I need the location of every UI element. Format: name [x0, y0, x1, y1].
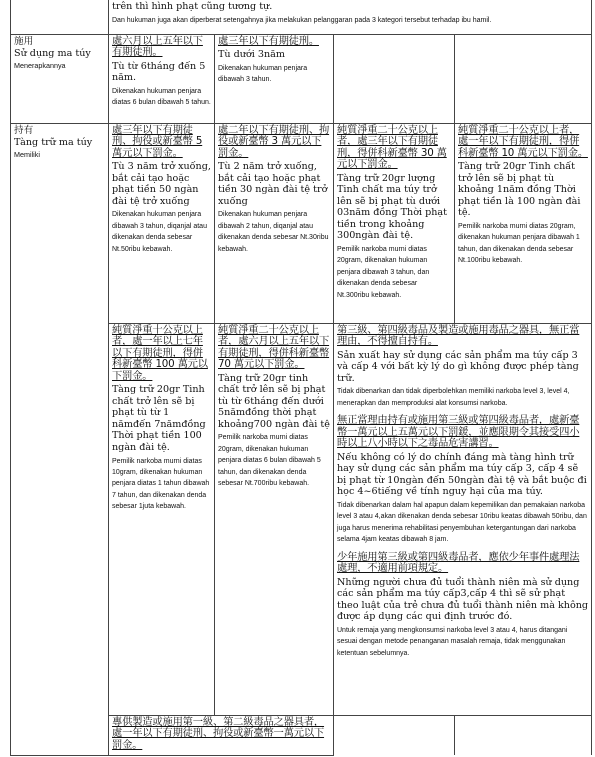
possess-level2-zh: 處二年以下有期徒刑、拘役或新臺幣 3 萬元以下罰金。 — [218, 123, 330, 159]
level34-p2-id: Tidak dibenarkan dalam hal apapun dalam kepemilikan dan pemakaian narkoba level 3 atau 4,akan dikenakan denda sebesar 10ribu keatas dibawah 50ribu, dan juga harus menerima rehabilitasi penyembuhan ketergantungan dari narkoba selama 4jam keatas dibawah 8 jam. — [337, 501, 587, 544]
possess-level1-cell — [109, 123, 215, 323]
top-note-id: Dan hukuman juga akan diperberat setengahnya jika melakukan pelanggaran pada 3 kategori tersebut terhadap ibu hamil. — [112, 16, 492, 24]
possess-weight-level2-cell — [215, 323, 334, 715]
possess-label-id: Memiliki — [14, 149, 40, 159]
level34-p3-vn: Những người chưa đủ tuổi thành niên mà sử dụng các sản phẩm ma túy cấp3,cấp 4 thì sẽ sử phạt theo luật của trẻ chưa đủ tuổi thành niên mà không được áp dụng các qui định trước đó. — [337, 576, 589, 623]
possess-level3-vn: Tàng trữ 20gr lượng Tinh chất ma túy trở lên sẽ bị phạt tù dưới 03năm đồng Thời phạt tiền trong khoảng 300ngàn đài tệ. — [337, 172, 448, 242]
use-level1-cell — [109, 34, 215, 123]
possess-level4-id: Pemilik narkoba murni diatas 20gram, dikenakan hukuman penjara dibawah 1 tahun, dan dikenakan denda sebesar Nt.100ribu kebawah. — [458, 222, 580, 265]
use-row — [11, 34, 592, 123]
use-level2-id: Dikenakan hukuman penjara dibawah 3 tahun. — [218, 64, 308, 83]
possess-level3-id: Pemilik narkoba murni diatas 20gram, dikenakan hukuman penjara dibawah 3 tahun, dan dikenakan denda sebesar Nt.300ribu kebawah. — [337, 246, 430, 299]
use-label-vn: Sử dụng ma túy — [14, 47, 91, 59]
level34-p1-id: Tidak dibenarkan dan tidak diperbolehkan memiliki narkoba level 3, level 4, menerapkan dan memproduksi alat konsumsi narkoba. — [337, 388, 570, 407]
use-level1-vn: Tù từ 6tháng đến 5 năm. — [112, 60, 206, 84]
possess-label-cell — [11, 123, 109, 755]
possess-label-vn: Tàng trữ ma túy — [14, 136, 93, 148]
possess-level1-vn: Tù 3 năm trở xuống, bắt cải tạo hoặc phạt tiền 50 ngàn đài tệ trở xuống — [112, 161, 211, 207]
possess-level4-zh: 純質淨重二十公克以上者，處一年以下有期徒刑，得併科新臺幣 10 萬元以下罰金。 — [458, 123, 588, 159]
level34-p3-id: Untuk remaja yang mengkonsumsi narkoba level 3 atau 4, harus ditangani sesuai dengan metode penanganan masalah remaja, tidak menggunakan ketentuan sebelumnya. — [337, 626, 568, 657]
use-level1-id: Dikenakan hukuman penjara diatas 6 bulan dibawah 5 tahun. — [112, 87, 211, 107]
possess-level1-id: Dikenakan hukuman penjara dibawah 3 tahun, diqanjal atau dikenakan denda sebesar Nt.50ribu kebawah. — [112, 211, 207, 253]
use-level2-cell — [215, 34, 334, 123]
level34-p1-vn: Sản xuất hay sử dụng các sản phẩm ma túy cấp 3 và cấp 4 với bất kỳ lý do gì không được phép tàng trữ. — [337, 349, 579, 384]
possess-level2-vn: Tù 2 năm trở xuống, bắt cải tạo hoặc phạt tiền 30 ngàn đài tệ trở xuống — [218, 161, 328, 207]
possess-weight-level1-vn: Tàng trữ 20gr Tinh chất trở lên sẽ bị phạt tù từ 1 nămđến 7nămđồng Thời phạt tiền 100 ngàn đài tệ. — [112, 384, 206, 453]
use-level2-zh: 處三年以下有期徒刑。 — [218, 34, 319, 47]
law-table-page — [10, 0, 591, 756]
use-level1-zh: 處六月以上五年以下有期徒刑。 — [112, 34, 203, 58]
possess-weight-level2-id: Pemilik narkoba murni diatas 20gram, dikenakan hukuman penjara diatas 6 bulan dibawah 5 tahun, dan dikenakan denda sebesar Nt.700ribu kebawah. — [218, 434, 321, 488]
top-note-row — [11, 0, 592, 34]
possess-level3-cell — [334, 123, 455, 323]
use-label-zh: 施用 — [14, 35, 34, 47]
possess-label-zh: 持有 — [14, 124, 34, 136]
top-note-vn: trên thì hình phạt cũng tương tự. — [112, 1, 273, 12]
possess-level34-cell — [334, 323, 592, 715]
level34-p1-zh: 第三級、第四級毒品及製造或施用毒品之器具，無正當理由，不得擅自持有。 — [337, 323, 580, 347]
possess-weight-level1-cell — [109, 323, 215, 715]
possess-level2-id: Dikenakan hukuman penjara dibawah 2 tahun, diqanjal atau dikenakan denda sebesar Nt.30ribu kebawah. — [218, 211, 329, 253]
use-level2-vn: Tù dưới 3năm — [218, 49, 285, 60]
possess-weight-level2-zh: 純質淨重二十公克以上者，處六月以上五年以下有期徒刑，得併科新臺幣 70 萬元以下罰金。 — [218, 323, 330, 370]
possess-level4-cell — [455, 123, 592, 323]
use-label-id: Menerapkannya — [14, 60, 66, 70]
level34-p2-vn: Nếu không có lý do chính đáng mà tàng hình trữ hay sử dụng các sản phẩm ma túy cấp 3, cấp 4 sẽ bị phạt từ 10ngàn đến 50ngàn đài tệ và bắt buộc đi học 4~6tiếng về tính nguy hại của ma túy. — [337, 451, 587, 498]
use-label-cell — [11, 34, 109, 123]
possess-weight-level2-vn: Tàng trữ 20gr tinh chất trở lên sẽ bị phạt tù từ 6tháng đến dưới 5nămđồng thời phạt khoảng700 ngàn đài tệ — [218, 372, 330, 430]
possess-level3-zh: 純質淨重二十公克以上者，處三年以下有期徒刑，得併科新臺幣 30 萬元以下罰金。 — [337, 123, 447, 170]
level34-p2-zh: 無正當理由持有或施用第三級或第四級毒品者，處新臺幣一萬元以上五萬元以下罰鍰，並應限期令其接受四小時以上八小時以下之毒品危害講習。 — [337, 414, 580, 450]
equipment-zh: 專供製造或施用第一級、第二級毒品之器具者，處一年以下有期徒刑、拘役或新臺幣一萬元以下罰金。 — [112, 715, 325, 751]
possess-level2-cell — [215, 123, 334, 323]
equipment-cell — [109, 715, 334, 755]
possess-weight-level1-zh: 純質淨重十公克以上者，處一年以上七年以下有期徒刑，得併科新臺幣 100 萬元以下罰金。 — [112, 323, 208, 382]
possess-level1-zh: 處三年以下有期徒刑、拘役或新臺幣 5 萬元以下罰金。 — [112, 123, 203, 159]
possess-weight-level1-id: Pemilik narkoba murni diatas 10gram, dikenakan hukuman penjara diatas 1 tahun dibawah 7 tahun, dan dikenakan denda sebesar 1juta kebawah. — [112, 457, 210, 511]
penalty-table — [10, 0, 592, 756]
possess-row — [11, 123, 592, 323]
possess-level4-vn: Tàng trữ 20gr Tinh chất trở lên sẽ bị phạt tù khoảng 1năm đồng Thời phạt tiền là 100 ngàn đài tệ. — [458, 161, 581, 219]
level34-p3-zh: 少年施用第三級或第四級毒品者，應依少年事件處理法處理，不適用前項規定。 — [337, 550, 580, 575]
